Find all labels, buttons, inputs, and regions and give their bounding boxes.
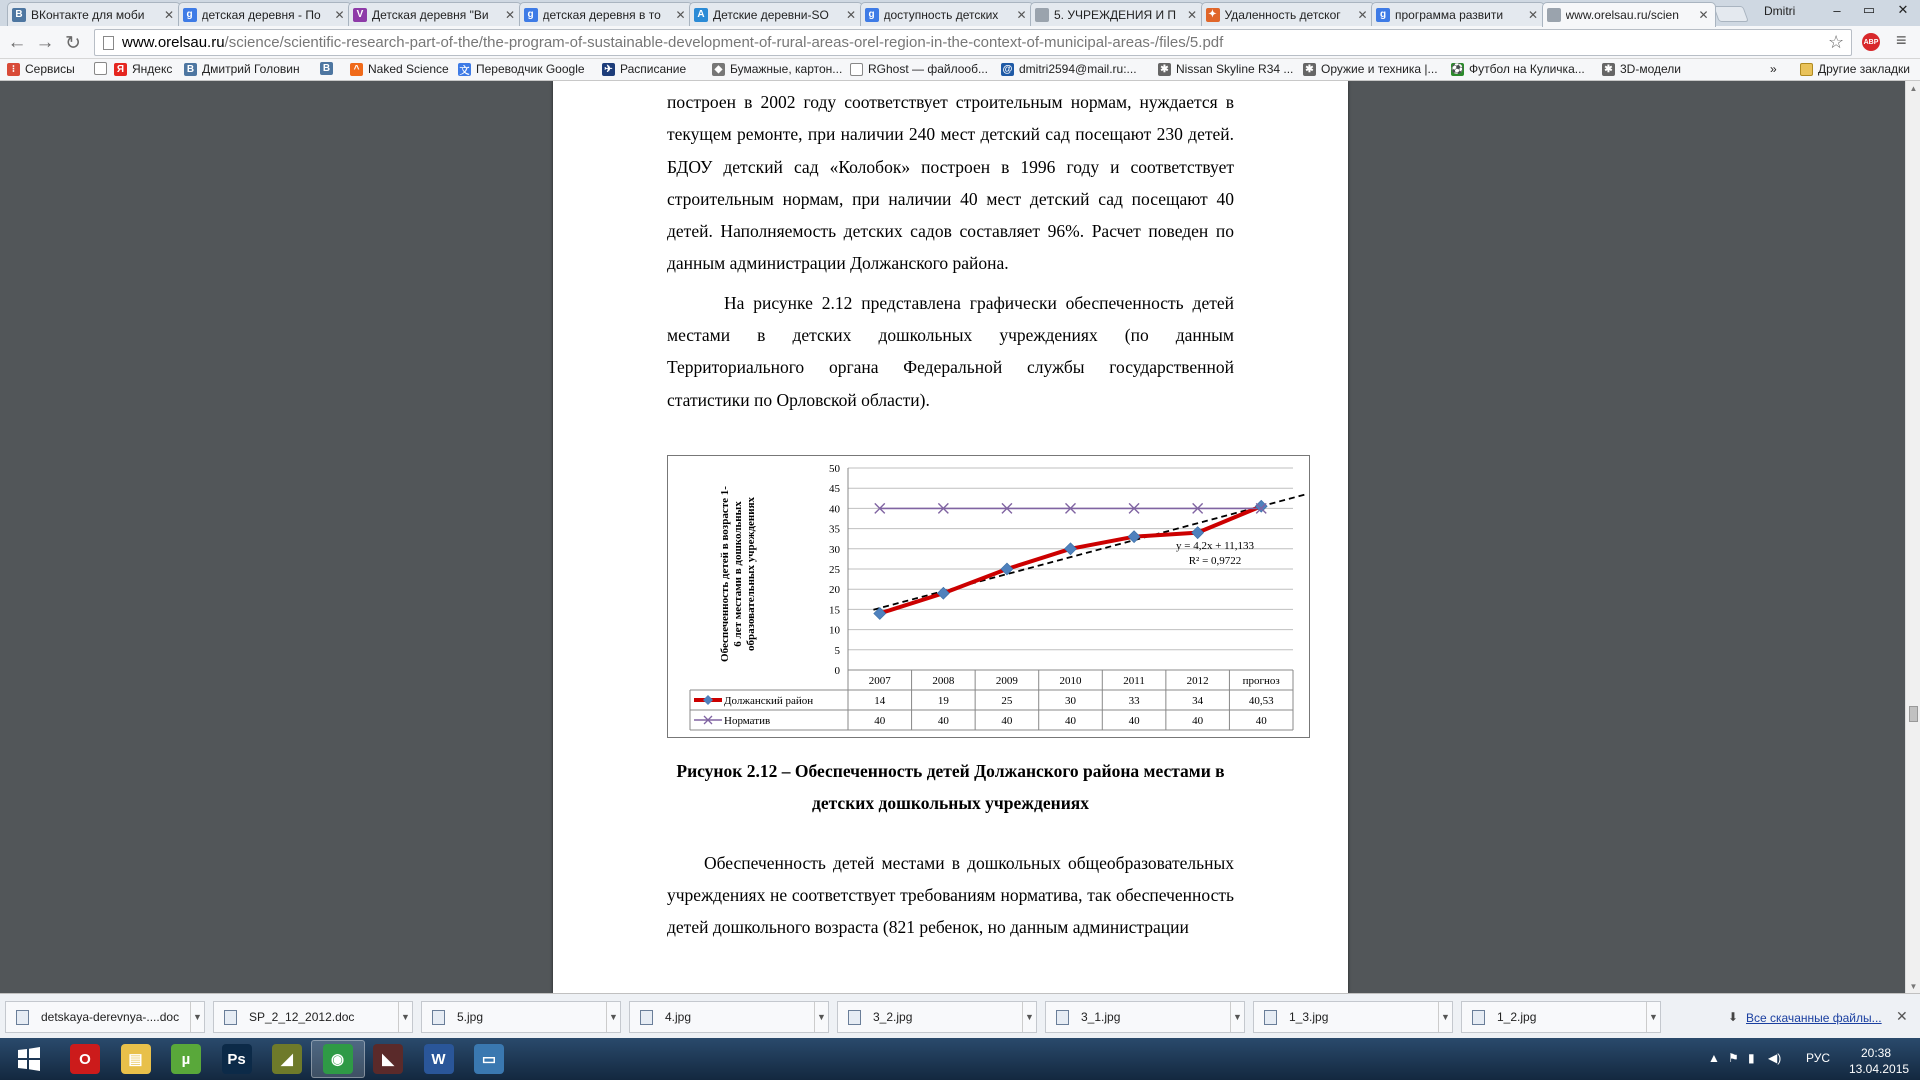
tab-title: Детские деревни-SO [713,7,829,22]
paragraph: Обеспеченность детей местами в дошкольных общеобразовательных учреждениях не соответствует требованиям норматива, так обеспеченность детей дошкольного возраста (821 ребенок, но данным администрации [667,853,1234,938]
download-item[interactable] [5,1001,205,1033]
photoshop-icon: Ps [222,1044,252,1074]
download-item[interactable] [1461,1001,1661,1033]
tab-strip [0,0,1920,26]
download-item[interactable] [421,1001,621,1033]
taskbar-app[interactable] [109,1040,163,1078]
sos-icon: A [694,8,708,22]
data-table-value: 25 [1001,695,1013,707]
vk-icon: В [12,8,26,22]
clock-date[interactable]: 13.04.2015 [1849,1062,1910,1076]
tab-close-icon[interactable]: ✕ [1016,7,1027,22]
y-tick-label: 20 [829,584,840,597]
yandex-icon: Я [114,63,127,76]
legend-series-name: Должанский район [724,695,814,707]
naked-science-icon: ^ [350,63,363,76]
file-explorer-icon: ▤ [121,1044,151,1074]
bookmark-label: Бумажные, картон... [730,62,843,76]
adblock-icon[interactable]: ABP [1862,33,1880,51]
browser-tab[interactable] [860,2,1034,26]
data-point [1065,543,1077,555]
download-filename: 1_2.jpg [1497,1010,1537,1024]
download-menu-arrow-icon[interactable]: ▼ [1438,1002,1452,1032]
bookmark-item[interactable] [320,62,338,75]
plane-icon: ✈ [602,63,615,76]
document-icon [1035,8,1049,22]
gear-icon: ✱ [1303,63,1316,76]
data-table-value: 40,53 [1248,695,1274,707]
bookmark-item[interactable] [7,62,75,76]
minimize-button[interactable]: – [1833,2,1841,18]
y-tick-label: 15 [829,604,840,617]
opera-icon: O [70,1044,100,1074]
data-table-value: 40 [1001,715,1013,727]
vk-icon: В [184,63,197,76]
taskbar-app[interactable] [361,1040,415,1078]
download-filename: 4.jpg [665,1010,692,1024]
tab-title: www.orelsau.ru/scien [1565,8,1679,22]
v-icon: V [353,8,367,22]
data-table-value: 33 [1128,695,1140,707]
profile-name[interactable]: Dmitri [1764,4,1796,18]
download-item[interactable] [837,1001,1037,1033]
document-file-icon [16,1010,29,1025]
data-table-value: 34 [1192,695,1204,707]
tab-close-icon[interactable]: ✕ [675,7,686,22]
bookmark-label: dmitri2594@mail.ru:... [1019,62,1137,76]
document-icon [1547,8,1561,22]
download-item[interactable] [629,1001,829,1033]
figure-caption: Рисунок 2.12 – Обеспеченность детей Должанского района местами в детских дошкольных учреждениях [676,761,1225,813]
downloads-shelf [0,993,1920,1038]
download-menu-arrow-icon[interactable]: ▼ [606,1002,620,1032]
tray-arrow-icon[interactable]: ▲ [1708,1051,1720,1065]
image-file-icon [848,1010,861,1025]
scrollbar[interactable] [1905,81,1920,993]
google-icon: g [865,8,879,22]
bookmark-label: Яндекс [132,62,173,76]
tab-title: ВКонтакте для моби [31,7,145,22]
word-icon: W [424,1044,454,1074]
tab-close-icon[interactable]: ✕ [846,7,857,22]
browser-tab[interactable] [178,2,352,26]
page-icon [94,62,107,75]
taskbar-app[interactable] [58,1040,112,1078]
y-axis-label: 6 лет местами в дошкольных [732,501,744,647]
tab-close-icon[interactable]: ✕ [334,7,345,22]
tab-title: детская деревня - По [201,7,321,22]
download-filename: 1_3.jpg [1289,1010,1329,1024]
tab-close-icon[interactable]: ✕ [1187,7,1198,22]
x-category-label: 2010 [1059,675,1082,687]
taskbar-app[interactable] [311,1040,365,1078]
translate-icon: 文 [458,63,471,76]
download-filename: detskaya-derevnya-....doc [41,1010,180,1024]
language-indicator[interactable]: РУС [1806,1051,1831,1065]
image-file-icon [432,1010,445,1025]
gear-icon: ✱ [1602,63,1615,76]
start-button[interactable] [2,1040,56,1078]
taskbar-app[interactable] [462,1040,516,1078]
fox-icon: ✦ [1206,8,1220,22]
y-tick-label: 45 [829,483,840,496]
tab-title: программа развити [1395,7,1504,22]
browser-tab[interactable] [348,2,522,26]
tab-title: Детская деревня "Ви [372,7,489,22]
tab-title: доступность детских [883,7,999,22]
all-downloads-link[interactable]: Все скачанные файлы... [1746,1011,1882,1025]
x-category-label: прогноз [1242,675,1280,687]
y-tick-label: 40 [829,503,840,516]
download-filename: SP_2_12_2012.doc [249,1010,355,1024]
tab-close-icon[interactable]: ✕ [164,7,175,22]
y-tick-label: 30 [829,543,840,556]
chart-svg [668,456,1311,739]
image-file-icon [1264,1010,1277,1025]
bookmarks-overflow[interactable]: » [1770,62,1777,76]
scroll-thumb[interactable] [1909,706,1918,722]
x-category-label: 2012 [1186,675,1209,687]
bookmark-item[interactable] [712,62,842,76]
bookmark-item[interactable] [94,62,112,75]
download-filename: 3_2.jpg [873,1010,913,1024]
bookmark-label: Nissan Skyline R34 ... [1176,62,1294,76]
scroll-up-arrow-icon[interactable]: ▲ [1909,83,1918,93]
download-menu-arrow-icon[interactable]: ▼ [814,1002,828,1032]
y-tick-label: 10 [829,624,840,637]
bookmark-item[interactable] [1303,62,1438,76]
forward-button[interactable]: → [35,32,55,53]
close-downloads-icon[interactable]: ✕ [1896,1008,1908,1024]
download-filename: 5.jpg [457,1010,484,1024]
bookmarks-bar [0,59,1920,81]
menu-icon[interactable]: ≡ [1896,30,1907,50]
app-icon: ◢ [272,1044,302,1074]
bookmark-label: Оружие и техника |... [1321,62,1438,76]
trendline-equation: y = 4,2x + 11,133 [1176,540,1254,552]
download-menu-arrow-icon[interactable]: ▼ [1230,1002,1244,1032]
data-table-value: 40 [937,715,949,727]
diamond-icon: ◆ [712,63,725,76]
trendline-r2: R² = 0,9722 [1188,555,1242,567]
y-tick-label: 5 [834,644,840,657]
flag-icon[interactable]: ⚑ [1728,1051,1739,1065]
paragraph: построен в 2002 году соответствует строительным нормам, нуждается в текущем ремонте, при наличии 240 мест детский сад посещают 230 детей. БДОУ детский сад «Колобок» построен в 1996 году и соответствует строительным нормам, при наличии 40 мест детский сад посещают 40 детей. Наполняемость детских садов составляет 96%. Расчет поведен по данным администрации Должанского района. [667,92,1234,274]
chart [667,455,1310,738]
download-menu-arrow-icon[interactable]: ▼ [1022,1002,1036,1032]
taskbar-app[interactable] [210,1040,264,1078]
address-bar[interactable] [94,29,1852,56]
download-item[interactable] [213,1001,413,1033]
download-arrow-icon: ⬇ [1728,1010,1739,1024]
legend-marker [703,695,713,705]
browser-tab[interactable] [1371,2,1545,26]
data-table-value: 40 [1192,715,1204,727]
x-category-label: 2007 [868,675,891,687]
browser-tab[interactable] [689,2,863,26]
browser-tab[interactable] [1201,2,1375,26]
data-table-value: 40 [1065,715,1076,727]
bookmark-item[interactable] [1158,62,1293,76]
tab-close-icon[interactable]: ✕ [505,7,516,22]
y-tick-label: 50 [829,463,840,475]
bookmark-label: Расписание [620,62,687,76]
data-table-value: 40 [1255,715,1267,727]
x-category-label: 2011 [1123,675,1145,687]
browser-tab[interactable] [1030,2,1204,26]
reload-button[interactable]: ↻ [65,32,81,54]
utorrent-icon: µ [171,1044,201,1074]
y-tick-label: 25 [829,564,840,576]
bookmark-item[interactable] [350,62,449,76]
close-window-button[interactable]: ✕ [1897,2,1909,17]
data-table-value: 30 [1065,695,1076,707]
bookmark-label: RGhost — файлооб... [868,62,988,76]
tab-close-icon[interactable]: ✕ [1698,8,1709,22]
mail-icon: @ [1002,63,1013,75]
google-icon: g [183,8,197,22]
scroll-down-arrow-icon[interactable]: ▼ [1909,981,1918,991]
download-menu-arrow-icon[interactable]: ▼ [398,1002,412,1032]
y-tick-label: 0 [834,665,840,677]
y-axis-label: образовательных учреждениях [745,496,757,652]
legend-series-name: Норматив [724,715,771,727]
taskbar-app[interactable] [159,1040,213,1078]
clock-time[interactable]: 20:38 [1861,1046,1892,1060]
tab-title: детская деревня в то [542,7,661,22]
gear-icon: ✱ [1158,63,1171,76]
tab-title: 5. УЧРЕЖДЕНИЯ И П [1054,7,1177,22]
google-icon: g [1376,8,1390,22]
paragraph: На рисунке 2.12 представлена графически обеспеченность детей местами в детских дошкольных учреждениях (по данным Территориального органа Федеральной службы государственной статистики по Орловской области). [667,293,1234,410]
taskbar-app[interactable] [412,1040,466,1078]
tab-close-icon[interactable]: ✕ [1528,7,1539,22]
download-menu-arrow-icon[interactable]: ▼ [190,1002,204,1032]
pdf-viewer[interactable] [0,81,1905,993]
y-axis-label: Обеспеченность детей в возрасте 1- [719,486,731,662]
x-category-label: 2009 [995,675,1018,687]
app-icon: ◣ [373,1044,403,1074]
page-icon [850,63,863,76]
network-icon[interactable]: ▮ [1748,1051,1755,1065]
back-button[interactable]: ← [7,32,27,53]
bookmark-label: Дмитрий Головин [202,62,300,76]
bookmark-label: Naked Science [368,62,449,76]
apps-icon: ⁝ [7,63,20,76]
windows-logo-icon [16,1046,42,1072]
browser-tab[interactable] [1542,2,1716,27]
bookmark-label: Переводчик Google [476,62,585,76]
data-table-value: 19 [937,695,949,707]
image-file-icon [1472,1010,1485,1025]
image-file-icon [640,1010,653,1025]
bookmark-item[interactable] [850,62,988,76]
tab-close-icon[interactable]: ✕ [1357,7,1368,22]
data-table-value: 14 [874,695,886,707]
pdf-page [553,81,1348,993]
bookmark-label: Футбол на Куличка... [1469,62,1585,76]
google-icon: g [524,8,538,22]
download-item[interactable] [1045,1001,1245,1033]
bookmark-item[interactable] [458,62,585,76]
bookmark-item[interactable] [1602,62,1681,76]
download-filename: 3_1.jpg [1081,1010,1121,1024]
other-bookmarks-label: Другие закладки [1818,62,1910,76]
bookmark-label: 3D-модели [1620,62,1681,76]
image-file-icon [1056,1010,1069,1025]
other-bookmarks[interactable] [1800,62,1910,76]
url-path: /science/scientific-research-part-of-the/the-program-of-sustainable-development-of-rural-areas-orel-region-in-the-context-of-municipal-areas-/files/5.pdf [224,34,1224,51]
x-category-label: 2008 [932,675,955,687]
data-table-value: 40 [874,715,886,727]
download-menu-arrow-icon[interactable]: ▼ [1646,1002,1660,1032]
vk-icon: В [320,62,333,75]
data-point [1255,500,1267,512]
football-icon: ⚽ [1451,63,1464,75]
taskbar-app[interactable] [260,1040,314,1078]
taskbar [0,1038,1920,1080]
download-item[interactable] [1253,1001,1453,1033]
maximize-button[interactable]: ▭ [1862,2,1876,17]
bookmark-label: Сервисы [25,62,75,76]
tab-title: Удаленность детског [1224,7,1341,22]
browser-tab[interactable] [519,2,693,26]
volume-icon[interactable]: ◀) [1768,1051,1782,1065]
bookmark-item[interactable] [1451,62,1585,76]
chrome-icon: ◉ [323,1044,353,1074]
browser-toolbar [0,26,1920,59]
page-icon [103,36,114,50]
url-host: www.orelsau.ru [122,34,225,51]
bookmark-star-icon[interactable]: ☆ [1828,32,1845,52]
new-tab-button[interactable] [1713,6,1749,22]
window-icon: ▭ [474,1044,504,1074]
data-table-value: 40 [1128,715,1140,727]
bookmark-item[interactable] [602,62,686,76]
y-tick-label: 35 [829,523,840,536]
bookmark-item[interactable] [184,62,300,76]
browser-tab[interactable] [7,2,181,26]
bookmark-item[interactable] [114,62,172,76]
folder-icon [1800,63,1813,76]
bookmark-item[interactable] [1001,62,1137,76]
document-file-icon [224,1010,237,1025]
